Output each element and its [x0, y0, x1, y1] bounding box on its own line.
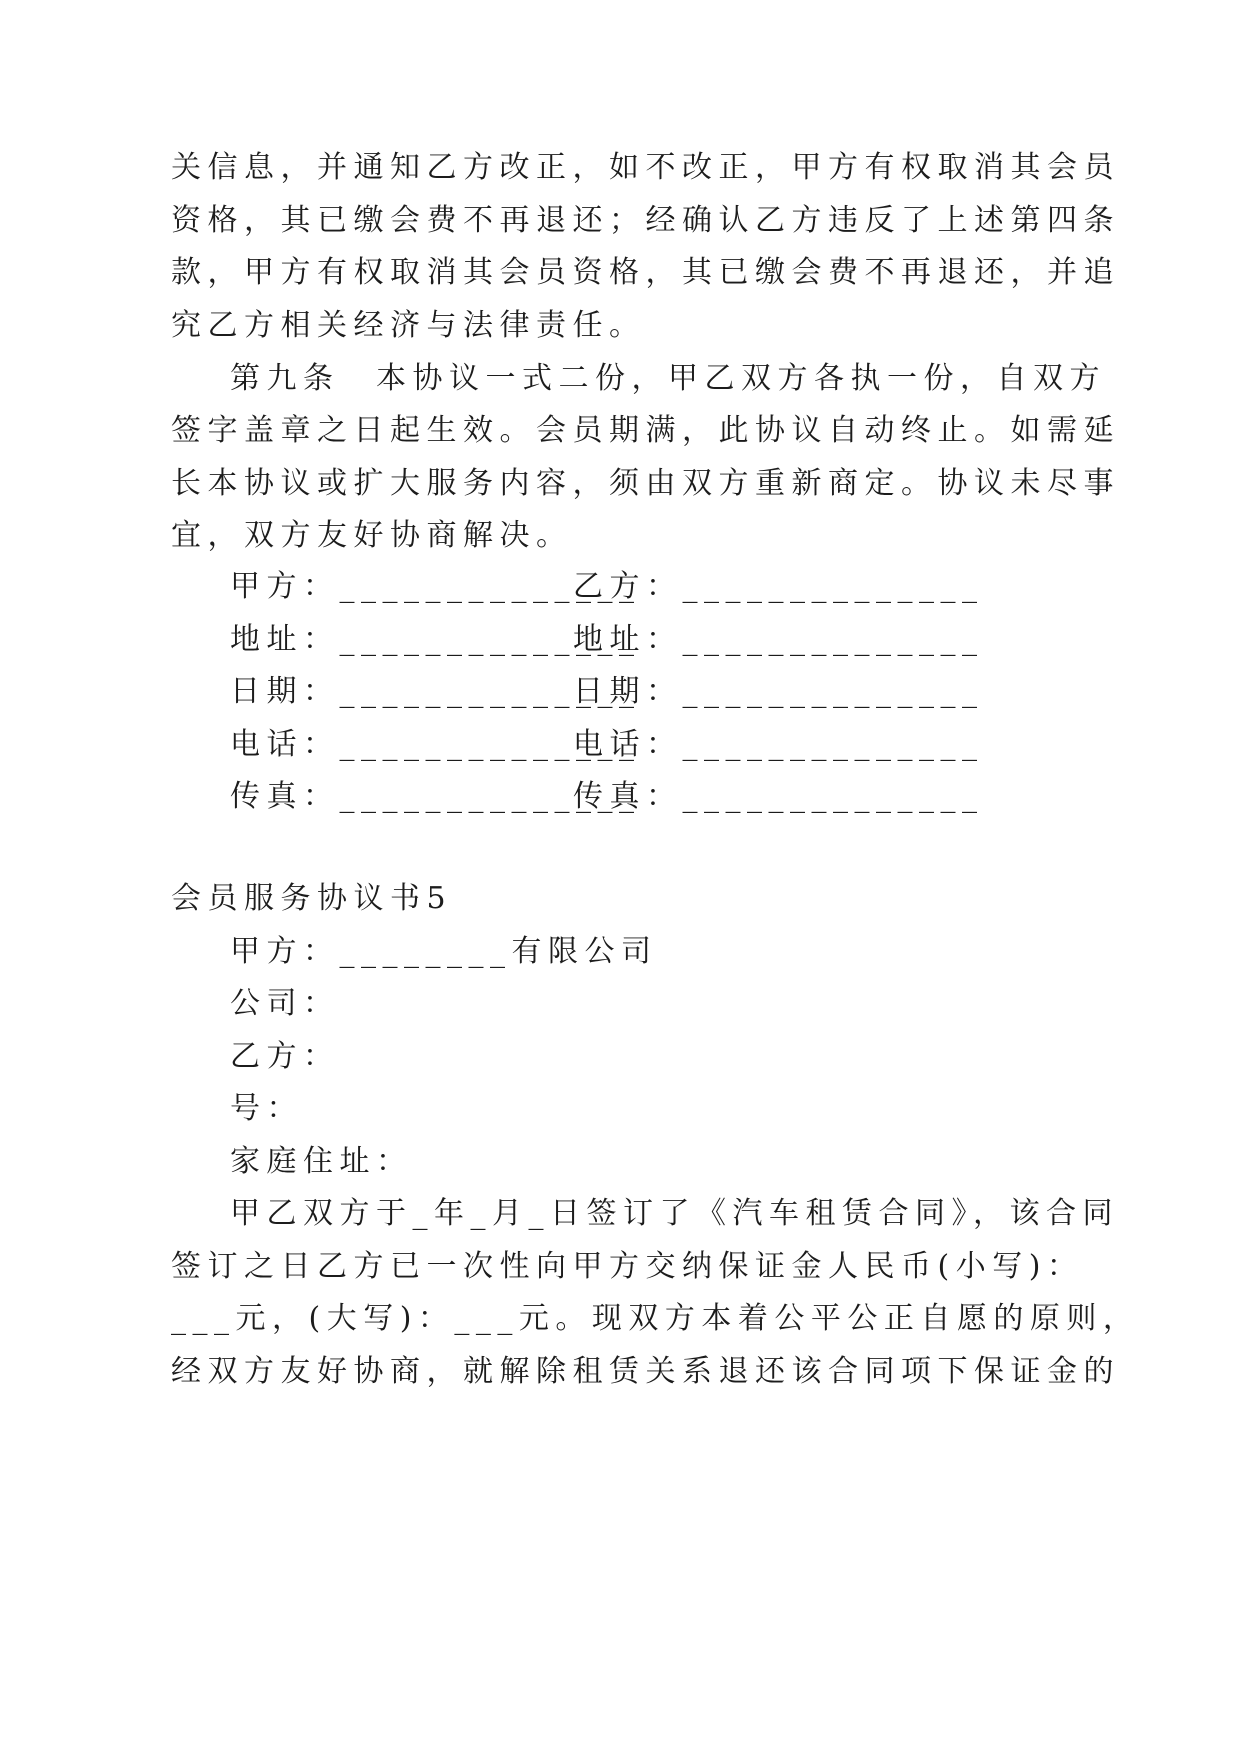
clause-9-line: 签字盖章之日起生效。会员期满，此协议自动终止。如需延 [171, 413, 1120, 448]
signature-right: 地址：______________ [573, 622, 984, 657]
signature-left: 地址：______________ [230, 622, 641, 657]
signature-left: 日期：______________ [230, 674, 641, 709]
section-title: 会员服务协议书5 [171, 881, 453, 916]
body-line: ___元，(大写)：___元。现双方本着公平公正自愿的原则， [171, 1301, 1140, 1336]
party-line: 家庭住址： [230, 1144, 413, 1179]
clause-9-line: 长本协议或扩大服务内容，须由双方重新商定。协议未尽事 [171, 466, 1120, 501]
clause-9-line: 第九条 本协议一式二份，甲乙双方各执一份，自双方 [230, 361, 1106, 396]
party-line: 甲方：________有限公司 [230, 934, 658, 969]
signature-left: 甲方：______________ [230, 569, 641, 604]
text-line: 关信息，并通知乙方改正，如不改正，甲方有权取消其会员 [171, 150, 1120, 185]
body-line: 签订之日乙方已一次性向甲方交纳保证金人民币(小写)： [171, 1249, 1084, 1284]
signature-right: 乙方：______________ [573, 569, 984, 604]
clause-9-line: 宜，双方友好协商解决。 [171, 518, 573, 553]
signature-right: 日期：______________ [573, 674, 984, 709]
party-line: 公司： [230, 986, 340, 1021]
text-line: 究乙方相关经济与法律责任。 [171, 308, 646, 343]
signature-left: 传真：______________ [230, 779, 641, 814]
signature-left: 电话：______________ [230, 727, 641, 762]
body-line: 经双方友好协商，就解除租赁关系退还该合同项下保证金的 [171, 1354, 1120, 1389]
text-line: 资格，其已缴会费不再退还；经确认乙方违反了上述第四条 [171, 203, 1120, 238]
party-line: 号： [230, 1091, 303, 1126]
signature-right: 电话：______________ [573, 727, 984, 762]
body-line: 甲乙双方于_年_月_日签订了《汽车租赁合同》，该合同 [230, 1196, 1119, 1231]
text-line: 款，甲方有权取消其会员资格，其已缴会费不再退还，并追 [171, 255, 1120, 290]
party-line: 乙方： [230, 1039, 340, 1074]
signature-right: 传真：______________ [573, 779, 984, 814]
